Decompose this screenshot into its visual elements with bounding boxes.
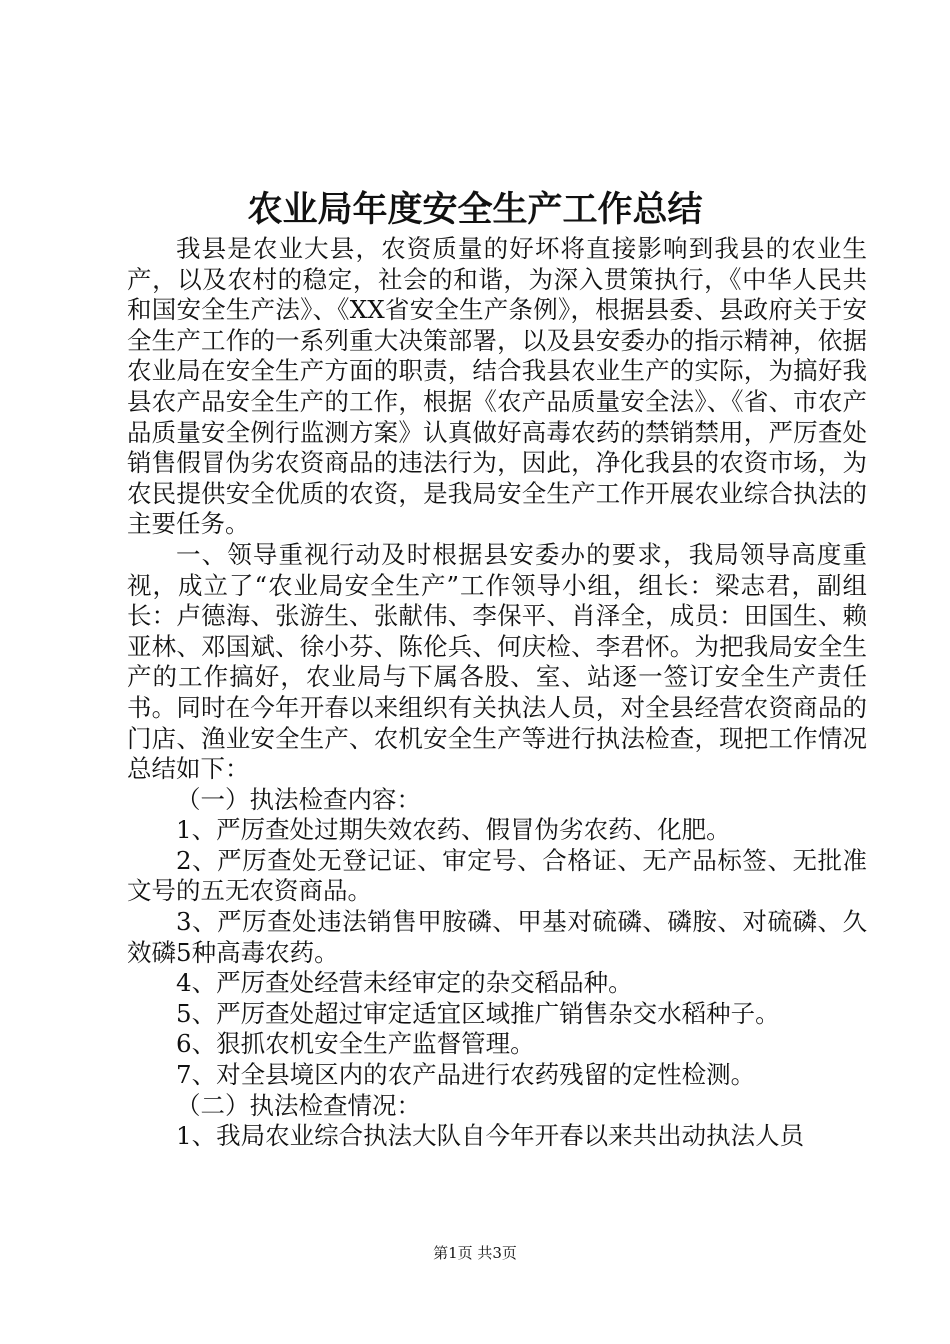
list-item: 1、我局农业综合执法大队自今年开春以来共出动执法人员 <box>176 1121 805 1151</box>
section-one-paragraph: 一、领导重视行动及时根据县安委办的要求，我局领导高度重视，成立了“农业局安全生产”工作领导小组，组长：梁志君，副组长：卢德海、张游生、张献伟、李保平、肖泽全，成员：田国生、赖亚林、邓国斌、徐小芬、陈伦兵、何庆检、李君怀。为把我局安全生产的工作搞好，农业局与下属各股、室、站逐一签订安全生产责任书。同时在今年开春以来组织有关执法人员，对全县经营农资商品的门店、渔业安全生产、农机安全生产等进行执法检查，现把工作情况总结如下： <box>127 539 867 784</box>
document-body <box>127 234 867 1152</box>
list-item: 2、严厉查处无登记证、审定号、合格证、无产品标签、无批准文号的五无农资商品。 <box>127 845 867 906</box>
page-number-footer: 第1页 共3页 <box>433 1244 517 1262</box>
list-item: 4、严厉查处经营未经审定的杂交稻品种。 <box>176 968 633 998</box>
list-item: 1、严厉查处过期失效农药、假冒伪劣农药、化肥。 <box>176 815 731 845</box>
subsection-heading-inspection-status: （二）执法检查情况： <box>176 1090 421 1120</box>
list-item: 3、严厉查处违法销售甲胺磷、甲基对硫磷、磷胺、对硫磷、久效磷5种高毒农药。 <box>127 907 867 967</box>
list-item: 5、严厉查处超过审定适宜区域推广销售杂交水稻种子。 <box>176 998 780 1028</box>
list-item: 7、对全县境区内的农产品进行农药残留的定性检测。 <box>176 1060 756 1090</box>
intro-paragraph: 我县是农业大县，农资质量的好坏将直接影响到我县的农业生产，以及农村的稳定，社会的和谐，为深入贯策执行，《中华人民共和国安全生产法》、《XX省安全生产条例》，根据县委、县政府关于安全生产工作的一系列重大决策部署，以及县安委办的指示精神，依据农业局在安全生产方面的职责，结合我县农业生产的实际，为搞好我县农产品安全生产的工作，根据《农产品质量安全法》、《省、市农产品质量安全例行监测方案》认真做好高毒农药的禁销禁用，严厉查处销售假冒伪劣农资商品的违法行为，因此，净化我县的农资市场，为农民提供安全优质的农资，是我局安全生产工作开展农业综合执法的主要任务。 <box>127 234 867 539</box>
list-item: 6、狠抓农机安全生产监督管理。 <box>176 1029 535 1059</box>
document-title: 农业局年度安全生产工作总结 <box>247 189 703 230</box>
subsection-heading-inspection-content: （一）执法检查内容： <box>176 784 421 814</box>
